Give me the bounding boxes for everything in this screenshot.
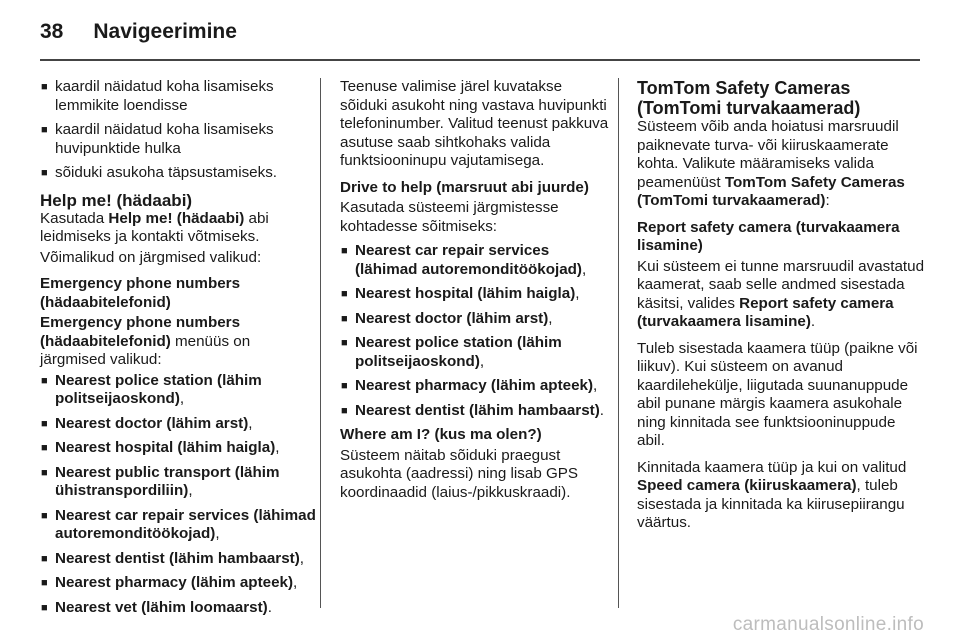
emergency-paragraph: Emergency phone numbers (hädaabitelefonid) menüüs on järgmised valikud: bbox=[40, 314, 251, 368]
column-3 bbox=[637, 78, 927, 535]
list-item: ■ Nearest hospital (lähim haigla), bbox=[340, 285, 610, 304]
column-1 bbox=[40, 78, 316, 623]
emergency-heading: Emergency phone numbers (hädaabitelefonid) bbox=[40, 275, 241, 311]
service-intro: Teenuse valimise järel kuvatakse sõiduki asukoht ning vastava huvipunkti telefoninumber. Valitud teenust pakkuva asutuse saab sihtkohaks valida funktsiooninupu vajutamisega. bbox=[340, 78, 609, 169]
report-heading: Report safety camera (turvakaamera lisamine) bbox=[637, 218, 900, 254]
page-number: 38 bbox=[40, 20, 64, 43]
column-2 bbox=[340, 78, 610, 504]
safety-heading: TomTom Safety Cameras (TomTomi turvakaamerad) bbox=[637, 78, 861, 118]
where-heading: Where am I? (kus ma olen?) bbox=[340, 426, 542, 443]
page-title: Navigeerimine bbox=[93, 20, 237, 43]
list-item: ■ Nearest public transport (lähim ühistranspordiliin), bbox=[40, 464, 316, 501]
list-item: ■ Nearest car repair services (lähimad autoremonditöökojad), bbox=[340, 242, 610, 279]
list-item: ■ Nearest police station (lähim politseijaoskond), bbox=[40, 372, 316, 409]
list-item: ■ kaardil näidatud koha lisamiseks huvipunktide hulka bbox=[40, 121, 316, 158]
list-item: ■ kaardil näidatud koha lisamiseks lemmikite loendisse bbox=[40, 78, 316, 115]
list-item: ■ Nearest dentist (lähim hambaarst). bbox=[340, 402, 610, 421]
emergency-list bbox=[40, 372, 316, 618]
list-item: ■ Nearest car repair services (lähimad autoremonditöökojad), bbox=[40, 507, 316, 544]
enter-camera-text: Tuleb sisestada kaamera tüüp (paikne või liikuv). Kui süsteem on avanud kaardilehekülje, liigutada suunanuppude abil punane märgis kaamera asukohale ning kinnitada see funktsiooninuppude abil. bbox=[637, 339, 918, 449]
column-divider-2 bbox=[618, 78, 619, 608]
list-item: ■ sõiduki asukoha täpsustamiseks. bbox=[40, 164, 316, 183]
column-divider-1 bbox=[320, 78, 321, 608]
list-item: ■ Nearest pharmacy (lähim apteek), bbox=[40, 574, 316, 593]
list-item: ■ Nearest police station (lähim politseijaoskond), bbox=[340, 334, 610, 371]
list-item: ■ Nearest pharmacy (lähim apteek), bbox=[340, 377, 610, 396]
list-item: ■ Nearest vet (lähim loomaarst). bbox=[40, 599, 316, 618]
watermark: carmanualsonline.info bbox=[732, 614, 924, 635]
help-options-text: Võimalikud on järgmised valikud: bbox=[40, 248, 262, 266]
intro-bullet-list bbox=[40, 78, 316, 183]
help-paragraph: Kasutada Help me! (hädaabi) abi leidmiseks ja kontakti võtmiseks. bbox=[40, 209, 269, 245]
header-rule bbox=[40, 59, 920, 61]
drive-list bbox=[340, 242, 610, 420]
report-text: Kui süsteem ei tunne marsruudil avastatud kaamerat, saab selle andmed sisestada käsitsi, valides Report safety camera (turvakaamera lisamine). bbox=[637, 257, 925, 330]
list-item: ■ Nearest doctor (lähim arst), bbox=[340, 310, 610, 329]
list-item: ■ Nearest hospital (lähim haigla), bbox=[40, 439, 316, 458]
help-heading: Help me! (hädaabi) bbox=[40, 190, 193, 210]
where-text: Süsteem näitab sõiduki praegust asukohta (aadressi) ning lisab GPS koordinaadid (laius-/pikkuskraadi). bbox=[340, 446, 579, 501]
list-item: ■ Nearest dentist (lähim hambaarst), bbox=[40, 550, 316, 569]
page-header bbox=[40, 14, 237, 50]
drive-heading: Drive to help (marsruut abi juurde) bbox=[340, 178, 589, 196]
confirm-camera-text: Kinnitada kaamera tüüp ja kui on valitud Speed camera (kiiruskaamera), tuleb sisestada ja kinnitada ka kiirusepiirangu väärtus. bbox=[637, 458, 907, 531]
drive-text: Kasutada süsteemi järgmistesse kohtadesse sõitmiseks: bbox=[340, 199, 559, 235]
list-item: ■ Nearest doctor (lähim arst), bbox=[40, 415, 316, 434]
safety-text: Süsteem võib anda hoiatusi marsruudil paiknevate turva- või kiiruskaamerate kohta. Valikute määramiseks valida peamenüüst TomTom Safety Cameras (TomTomi turvakaamerad): bbox=[637, 118, 905, 209]
